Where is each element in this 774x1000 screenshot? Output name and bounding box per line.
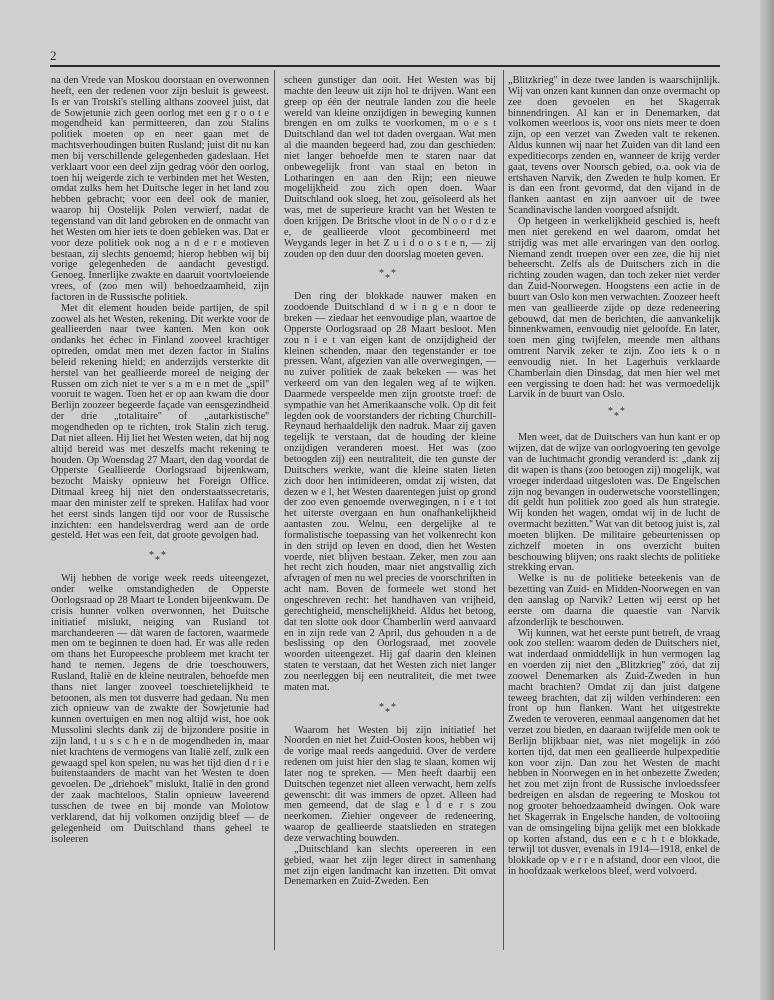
header-rule [50, 65, 720, 67]
paragraph: „Duitschland kan slechts opereeren in een gebied, waar het zijn leger direct in samenhang met zijn eigen landmacht kan inzetten. Dit omvat Denemarken en Zuid-Zweden. Een [284, 843, 496, 888]
paragraph: Op hetgeen in werkelijkheid geschied is, heeft men niet gerekend en wel daarom, omdat het strijdig was met alle ervaringen van den oorlog. Niemand zendt troepen over een zee, die hij niet beheerscht. Zelfs als de Duitschers zich in die richting zouden wagen, dan toch zeker niet verder dan Zuid-Noorwegen. Hoogstens een actie in de buurt van Oslo kon men verwachten. Zoozeer heeft men van geallieerde zijde op deze redeneering gebouwd, dat men de berichten, die aanvankelijk binnenkwamen, eenvoudig niet geloofde. En later, toen men ging twijfelen, meende men althans omtrent Narvik zeker te zijn. Zoo iets k o n eenvoudig niet. In het Lagerhuis verklaarde Chamberlain dien Dinsdag, dat men hier wel met een vergissing te doen had: het was vermoedelijk Larvik in de buurt van Oslo. [508, 215, 720, 401]
paragraph: Met dit element houden beide partijen, de spil zoowel als het Westen, rekening. Dit werkte voor de geallieerden naar twee kanten. Men kon ook ondanks het échec in Finland zooveel krachtiger optreden, omdat men met dezen factor in Stalins beleid rekening hield; en anderzijds versterkte dit herstel van het geallieerde moreel de neiging der Russen om zich niet te ver s a m e n met de „spil'' vooruit te wagen. Toen het er op aan kwam die door Berlijn zoozeer begeerde façade van eensgezindheid der drie „totalitaire'' of „autarkistische'' mogendheden op te richten, trok Stalin zich terug. Dat niet alleen. Hij liet het Westen weten, dat hij nog altijd bereid was met deszelfs macht rekening te houden. Op Woensdag 27 Maart, den dag voordat de Opperste Geallieerde Oorlogsraad bijeenkwam, bezocht Maisky opnieuw het Foreign Office. Ditmaal kreeg hij niet den onderstaatssecretaris, maar den minister zelf te spreken. Halifax had voor het eerst sinds langen tijd oor voor de Russische inzichten: een handelsverdrag werd aan de orde gesteld. Het was een feit, dat groote gevolgen had. [51, 302, 270, 542]
paragraph: Welke is nu de politieke beteekenis van de bezetting van Zuid- en Midden-Noorwegen en van den aanslag op Narvik? Letten wij eerst op het eerste om daarna die quaestie van Narvik afzonderlijk te beschouwen. [508, 573, 720, 628]
paragraph: Waarom het Westen bij zijn initiatief het Noorden en niet het Zuid-Oosten koos, hebben wij de vorige maal reeds aangeduid. Over de verdere redenen om juist hier den slag te slaan, komen wij later nog te spreken. — Men heeft daarbij een Duitschen tegenzet niet alleen verwacht, hem zelfs gewenscht: dit was immers de opzet. Alleen had men gemeend, dat de slag e l d e r s zou neerkomen. Ziehier ongeveer de redeneering, waarop de geallieerde staatslieden en strategen deze verwachting bouwden. [284, 724, 496, 844]
paragraph: Den ring der blokkade nauwer maken en zoodoende Duitschland d w i n g e n door te breken — ziedaar het eenvoudige plan, waartoe de Opperste Oorlogsraad op 28 Maart besloot. Men zou n i e t van eigen kant de onzijdigheid der kleinen schenden, maar den tegenstander er toe pressen. Want, afgezien van alle overwegingen, — nu zuiver politiek de zaak bekeken — was het verkeerd om van den legalen weg af te wijken. Daarmede verspeelde men zijn grootste troef: de sympathie van het Amerikaansche volk. Op dit feit legden ook de voorstanders der richting Churchill-Reynaud herhaaldelijk den nadruk. Maar zij gaven tegelijk te verstaan, dat de houding der kleine onzijdigen veranderen moest. Het was (zoo betoogden zij) een neutraliteit, die ten gunste der Duitschers werkte, want die kleine staten lieten zich door hen intimideeren, omdat zij wisten, dat dezen w e l, het Westen daarentegen juist op grond der zoo even genoemde overwegingen, n i e t tot het uiterste overgaan en hun onafhankelijkheid aantasten zou. Welnu, een dergelijke al te formalistische toepassing van het volkenrecht kon in den strijd op leven en dood, dien het Westen voerde, niet blijven bestaan. Zeker, men zou aan het recht zich houden, maar niet angstvallig zich afvragen of men nu wel precies de voorschriften in acht nam. Boven de formeele wet stond het ongeschreven recht: het handhaven van vrijheid, gerechtigheid, menschelijkheid. Aldus het betoog, dat ten slotte ook door Chamberlin werd aanvaard en in zijn rede van 2 April, dus gehouden n a de beslissing op den Oorlogsraad, met zoovele woorden uiteengezet. Hij gaf daarin den kleinen staten te verstaan, dat het Westen zich niet langer zou neerleggen bij een neutraliteit, die met twee maten mat. [284, 291, 496, 693]
paragraph: „Blitzkrieg'' in deze twee landen is waarschijnlijk. Wij van onzen kant kunnen dan onze overmacht op zee doen gevoelen en het Skagerrak binnendringen. Al kan er in Denemarken, dat volkomen weerloos is, voor ons niets meer te doen zijn, op een verzet van Zweden valt te rekenen. Aldus kunnen wij naar het Zuiden van dit land een expeditiecorps zenden en, wanneer de krijg verder gaat, tevens over Noorsch gebied, o.a. ook via de ertshaven Narvik, den Zweden te hulp komen. Er is dan een front gevormd, dat den vijand in de flanken aantast en zijn aanvoer uit de twee Scandinavische landen voorgoed afsnijdt. [508, 75, 720, 217]
section-separator-asterism: * * * [379, 701, 396, 718]
paragraph: scheen gunstiger dan ooit. Het Westen was bij machte den leeuw uit zijn hol te drijven. Want een greep op één der neutrale landen zou die heele wereld van kleine onzijdigen in beweging kunnen brengen en om zulks te voorkomen, m o e s t Duitschland dan wel tot daden overgaan. Wat men al die maanden begeerd had, zou dan geschieden: niet langer behoefde men te staren naar dat onbewegelijk front van staal en beton in Lotharingen en aan den Rijn; een nieuwe mogelijkheid zou zich open doen. Waar Duitschland ook sloeg, het zou, geïsoleerd als het was, met de superieure kracht van het Westen te doen krijgen. De Britsche vloot in de N o o r d z e e, de geallieerde vloot gecombineerd met Weygands leger in het Z u i d o o s t e n, — zij zouden op den duur den doorslag moeten geven. [284, 75, 496, 260]
column-divider [503, 70, 504, 950]
section-separator-asterism: * * * [379, 268, 396, 285]
section-separator-asterism: * * * [608, 406, 625, 423]
paragraph: Wij kunnen, wat het eerste punt betreft, de vraag ook zoo stellen: waarom deden de Duitschers niet, wat inderdaad onmiddellijk in hun vermogen lag en voerden zij niet den „Blitzkrieg'' zóó, dat zij zoowel Denemarken als Zuid-Zweden in hun macht brachten? Omdat zij dan juist datgene teweeg brachten, dat zij wilden verhinderen: een front op hun flanken. Want het uitgestrekte Zweden te veroveren, eenmaal aangenomen dat het verzet zou bieden, en daaraan twijfelde men ook te Berlijn blijkbaar niet, was niet mogelijk in zóó korten tijd, dat men een geallieerde hulpexpeditie kon voor zijn. Dan zou het Westen de macht hebben in Noorwegen en in het onbezette Zweden; het zou met zijn front de Russische invloedssfeer bedreigen en alsdan de regeering te Moskou tot nog grooter behoedzaamheid dwingen. Ook ware het Skagerrak in Engelsche handen, de voltooiing van de omsingeling bijna gelijk met een blokkade op korten afstand, dus een e c h t e blokkade, terwijl tot dusver, evenals in 1914—1918, enkel de blokkade op v e r r e n afstand, door een vloot, die in hoofdzaak werkeloos bleef, werd volvoerd. [508, 627, 720, 878]
article-column-3 [508, 76, 720, 878]
article-column-1 [51, 76, 269, 845]
page-edge-shadow [760, 0, 774, 1000]
paragraph: Men weet, dat de Duitschers van hun kant er op wijzen, dat de wijze van oorlogvoering ten gevolge van de luchtmacht grondig veranderd is: „dank zij dit wapen is thans (zoo betoogen zij) mogelijk, wat vroeger inderdaad uitgesloten was. De Engelschen zijn nog bevangen in ouderwetsche voorstellingen; dit geldt hun politiek zoo goed als hun strategie. Wij konden het wagen, omdat wij in de lucht de overmacht bezitten.'' Wat van dit betoog juist is, zal moeten blijken. De militaire gebeurtenissen op zichzelf moeten in ons overzicht buiten beschouwing blijven; ons raakt slechts de politieke strekking ervan. [508, 432, 721, 574]
paragraph: na den Vrede van Moskou doorstaan en overwonnen heeft, een der redenen voor zijn besluit is geweest. Is er van Trotski's stelling althans zooveel juist, dat de Sowjetunie zich geen oorlog met een g r o o t e mogendheid kan permitteeren, dan zou Stalins politiek moeten op en neer gaan met de machtsverhoudingen buiten Rusland; juist dit nu kan men bij verschillende gelegenheden gadeslaan. Het verklaart voor een deel zijn gedrag vóór den oorlog, toen hij weigerde zich te verbinden met het Westen, omdat zulks hem het Duitsche leger in het land zou hebben gebracht; voor een deel ook de manier, waarop hij Oostelijk Polen verwierf, nadat de tegenstand van dit land gebroken en de onmacht van het Westen om hier iets te doen gebleken was. Dat er voor deze politiek ook nog a n d e r e motieven bestaan, zij slechts genoemd; hierop hebben wij bij vorige gelegenheden de aandacht gevestigd. Genoeg. Innerlijke zwakte en daaruit voortvloeiende vrees, of (zoo men wil) behoedzaamheid, zijn factoren in de Russische politiek. [51, 75, 269, 303]
paragraph: Wij hebben de vorige week reeds uiteengezet, onder welke omstandigheden de Opperste Oorlogsraad op 28 Maart te Londen bijeenkwam. De crisis hunner volken overwonnen, het Duitsche initiatief mislukt, neiging van Rusland tot marchandeeren — dàt waren de factoren, waarmede men om te beginnen te doen had. Er was alle reden om thans het Europeesche probleem met kracht ter hand te nemen. Jegens de drie toeschouwers, Rusland, Italië en de kleine neutralen, behoefde men thans niet langer zooveel toeschietelijkheid te betoonen, als men tot dusverre had gedaan. Nu men zich opnieuw van de zwakte der Sowjetunie had kunnen overtuigen en men nog altijd wist, hoe ook Mussolini slechts dank zij de bijzondere positie in zijn land, t u s s c h e n de mogendheden in, maar niet krachtens de vermogens van Italië zelf, zulk een gewaagd spel kon spelen, nu was het tijd dien d r i e buitenstaanders de macht van het Westen te doen gevoelen. De „driehoek'' mislukt, Italië in den grond der zaak machteloos, Stalin opnieuw laveerend tusschen de twee en bij monde van Molotow verklarend, dat hij volkomen onzijdig bleef — de gelegenheid om Duitschland thans geheel te isoleeren [51, 573, 269, 845]
article-column-2 [284, 76, 496, 888]
section-separator-asterism: * * * [149, 550, 166, 567]
page-number: 2 [50, 48, 57, 63]
column-divider [274, 70, 275, 950]
